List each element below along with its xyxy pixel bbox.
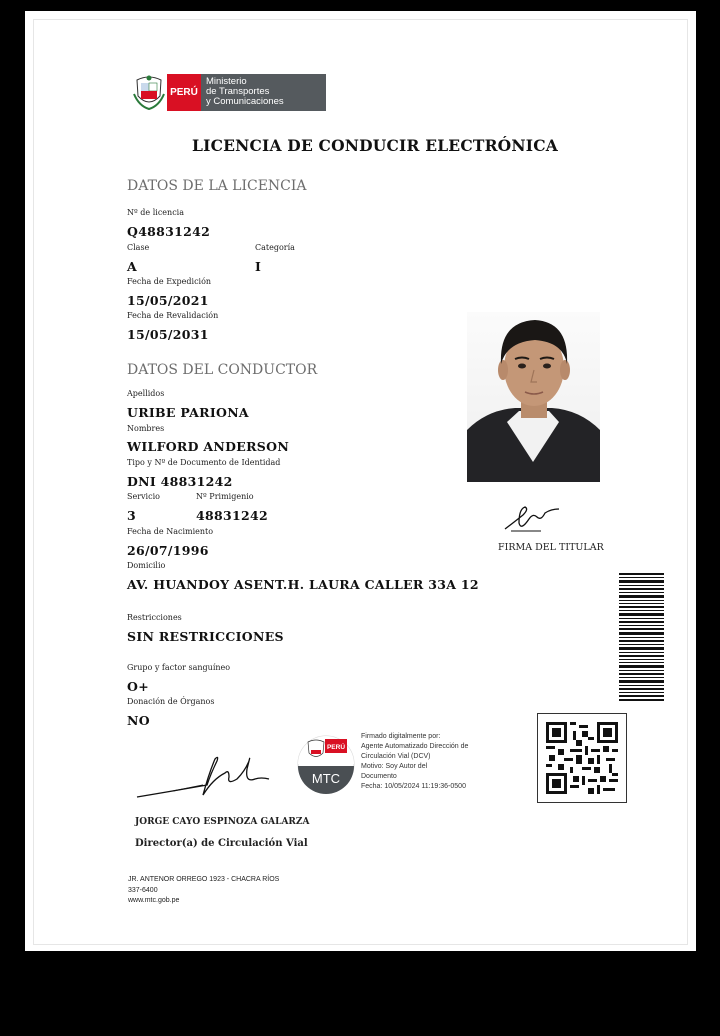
address-line-2: 337-6400	[128, 886, 158, 894]
ministry-line-2: de Transportes	[206, 86, 270, 97]
ministry-line-3: y Comunicaciones	[206, 96, 284, 107]
first-number: 48831242	[196, 508, 268, 523]
restrictions-label: Restricciones	[127, 613, 182, 622]
surnames: URIBE PARIONA	[127, 405, 249, 420]
qr-code-pattern	[546, 722, 618, 794]
issue-date: 15/05/2021	[127, 293, 209, 308]
names-label: Nombres	[127, 424, 165, 433]
director-name: JORGE CAYO ESPINOZA GALARZA	[135, 817, 310, 827]
revalidation-date-label: Fecha de Revalidación	[127, 311, 219, 320]
names: WILFORD ANDERSON	[127, 439, 290, 454]
director-title: Director(a) de Circulación Vial	[135, 838, 308, 849]
mtc-seal-icon	[297, 733, 355, 795]
peru-badge: PERÚ	[167, 74, 201, 111]
ministry-address	[128, 875, 279, 907]
dsig-line-6: Fecha: 10/05/2024 11:19:36-0500	[361, 783, 466, 790]
blood-type-label: Grupo y factor sanguíneo	[127, 663, 231, 672]
barcode	[619, 573, 664, 701]
license-number: Q48831242	[127, 224, 211, 239]
id-document: DNI 48831242	[127, 474, 233, 489]
dsig-line-1: Firmado digitalmente por:	[361, 733, 441, 740]
address-label: Domicilio	[127, 561, 166, 570]
digital-signature-text	[361, 732, 491, 792]
first-number-label: Nº Primigenio	[196, 492, 254, 501]
birth-date-label: Fecha de Nacimiento	[127, 527, 214, 536]
dsig-line-5: Documento	[361, 773, 397, 780]
director-signature	[133, 739, 273, 804]
driver-section-title: DATOS DEL CONDUCTOR	[127, 362, 318, 378]
restrictions: SIN RESTRICCIONES	[127, 629, 284, 644]
home-address: AV. HUANDOY ASENT.H. LAURA CALLER 33A 12	[127, 577, 479, 592]
holder-signature-caption: FIRMA DEL TITULAR	[498, 542, 604, 553]
ministry-logo	[133, 74, 326, 111]
dsig-line-4: Motivo: Soy Autor del	[361, 763, 428, 770]
category-label: Categoría	[255, 243, 295, 252]
ministry-name	[201, 74, 326, 111]
coat-of-arms-icon	[133, 74, 165, 111]
organ-donation: NO	[127, 713, 150, 728]
address-line-1: JR. ANTENOR ORREGO 1923 - CHACRA RÍOS	[128, 876, 280, 883]
holder-signature	[501, 501, 561, 535]
license-number-label: Nº de licencia	[127, 208, 184, 217]
class-value: A	[127, 259, 137, 274]
qr-code	[537, 713, 627, 803]
ministry-website: www.mtc.gob.pe	[128, 897, 180, 904]
dsig-line-2: Agente Automatizado Dirección de	[361, 743, 469, 750]
birth-date: 26/07/1996	[127, 543, 209, 558]
id-document-label: Tipo y Nº de Documento de Identidad	[127, 458, 281, 467]
dsig-line-3: Circulación Vial (DCV)	[361, 753, 431, 760]
revalidation-date: 15/05/2031	[127, 327, 209, 342]
issue-date-label: Fecha de Expedición	[127, 277, 212, 286]
blood-type: O+	[127, 679, 149, 694]
license-document	[25, 11, 696, 951]
document-title: LICENCIA DE CONDUCIR ELECTRÓNICA	[192, 136, 558, 155]
category-value: I	[255, 259, 262, 274]
organ-donation-label: Donación de Órganos	[127, 697, 215, 706]
portrait-image	[467, 312, 600, 482]
service-label: Servicio	[127, 492, 160, 501]
holder-photo	[467, 312, 600, 482]
license-section-title: DATOS DE LA LICENCIA	[127, 178, 307, 194]
mtc-seal-text: MTC	[311, 771, 341, 786]
mtc-seal-badge-text: PERÚ	[326, 744, 346, 751]
service-value: 3	[127, 508, 136, 523]
surnames-label: Apellidos	[127, 389, 165, 398]
class-label: Clase	[127, 243, 150, 252]
ministry-line-1: Ministerio	[206, 76, 247, 87]
